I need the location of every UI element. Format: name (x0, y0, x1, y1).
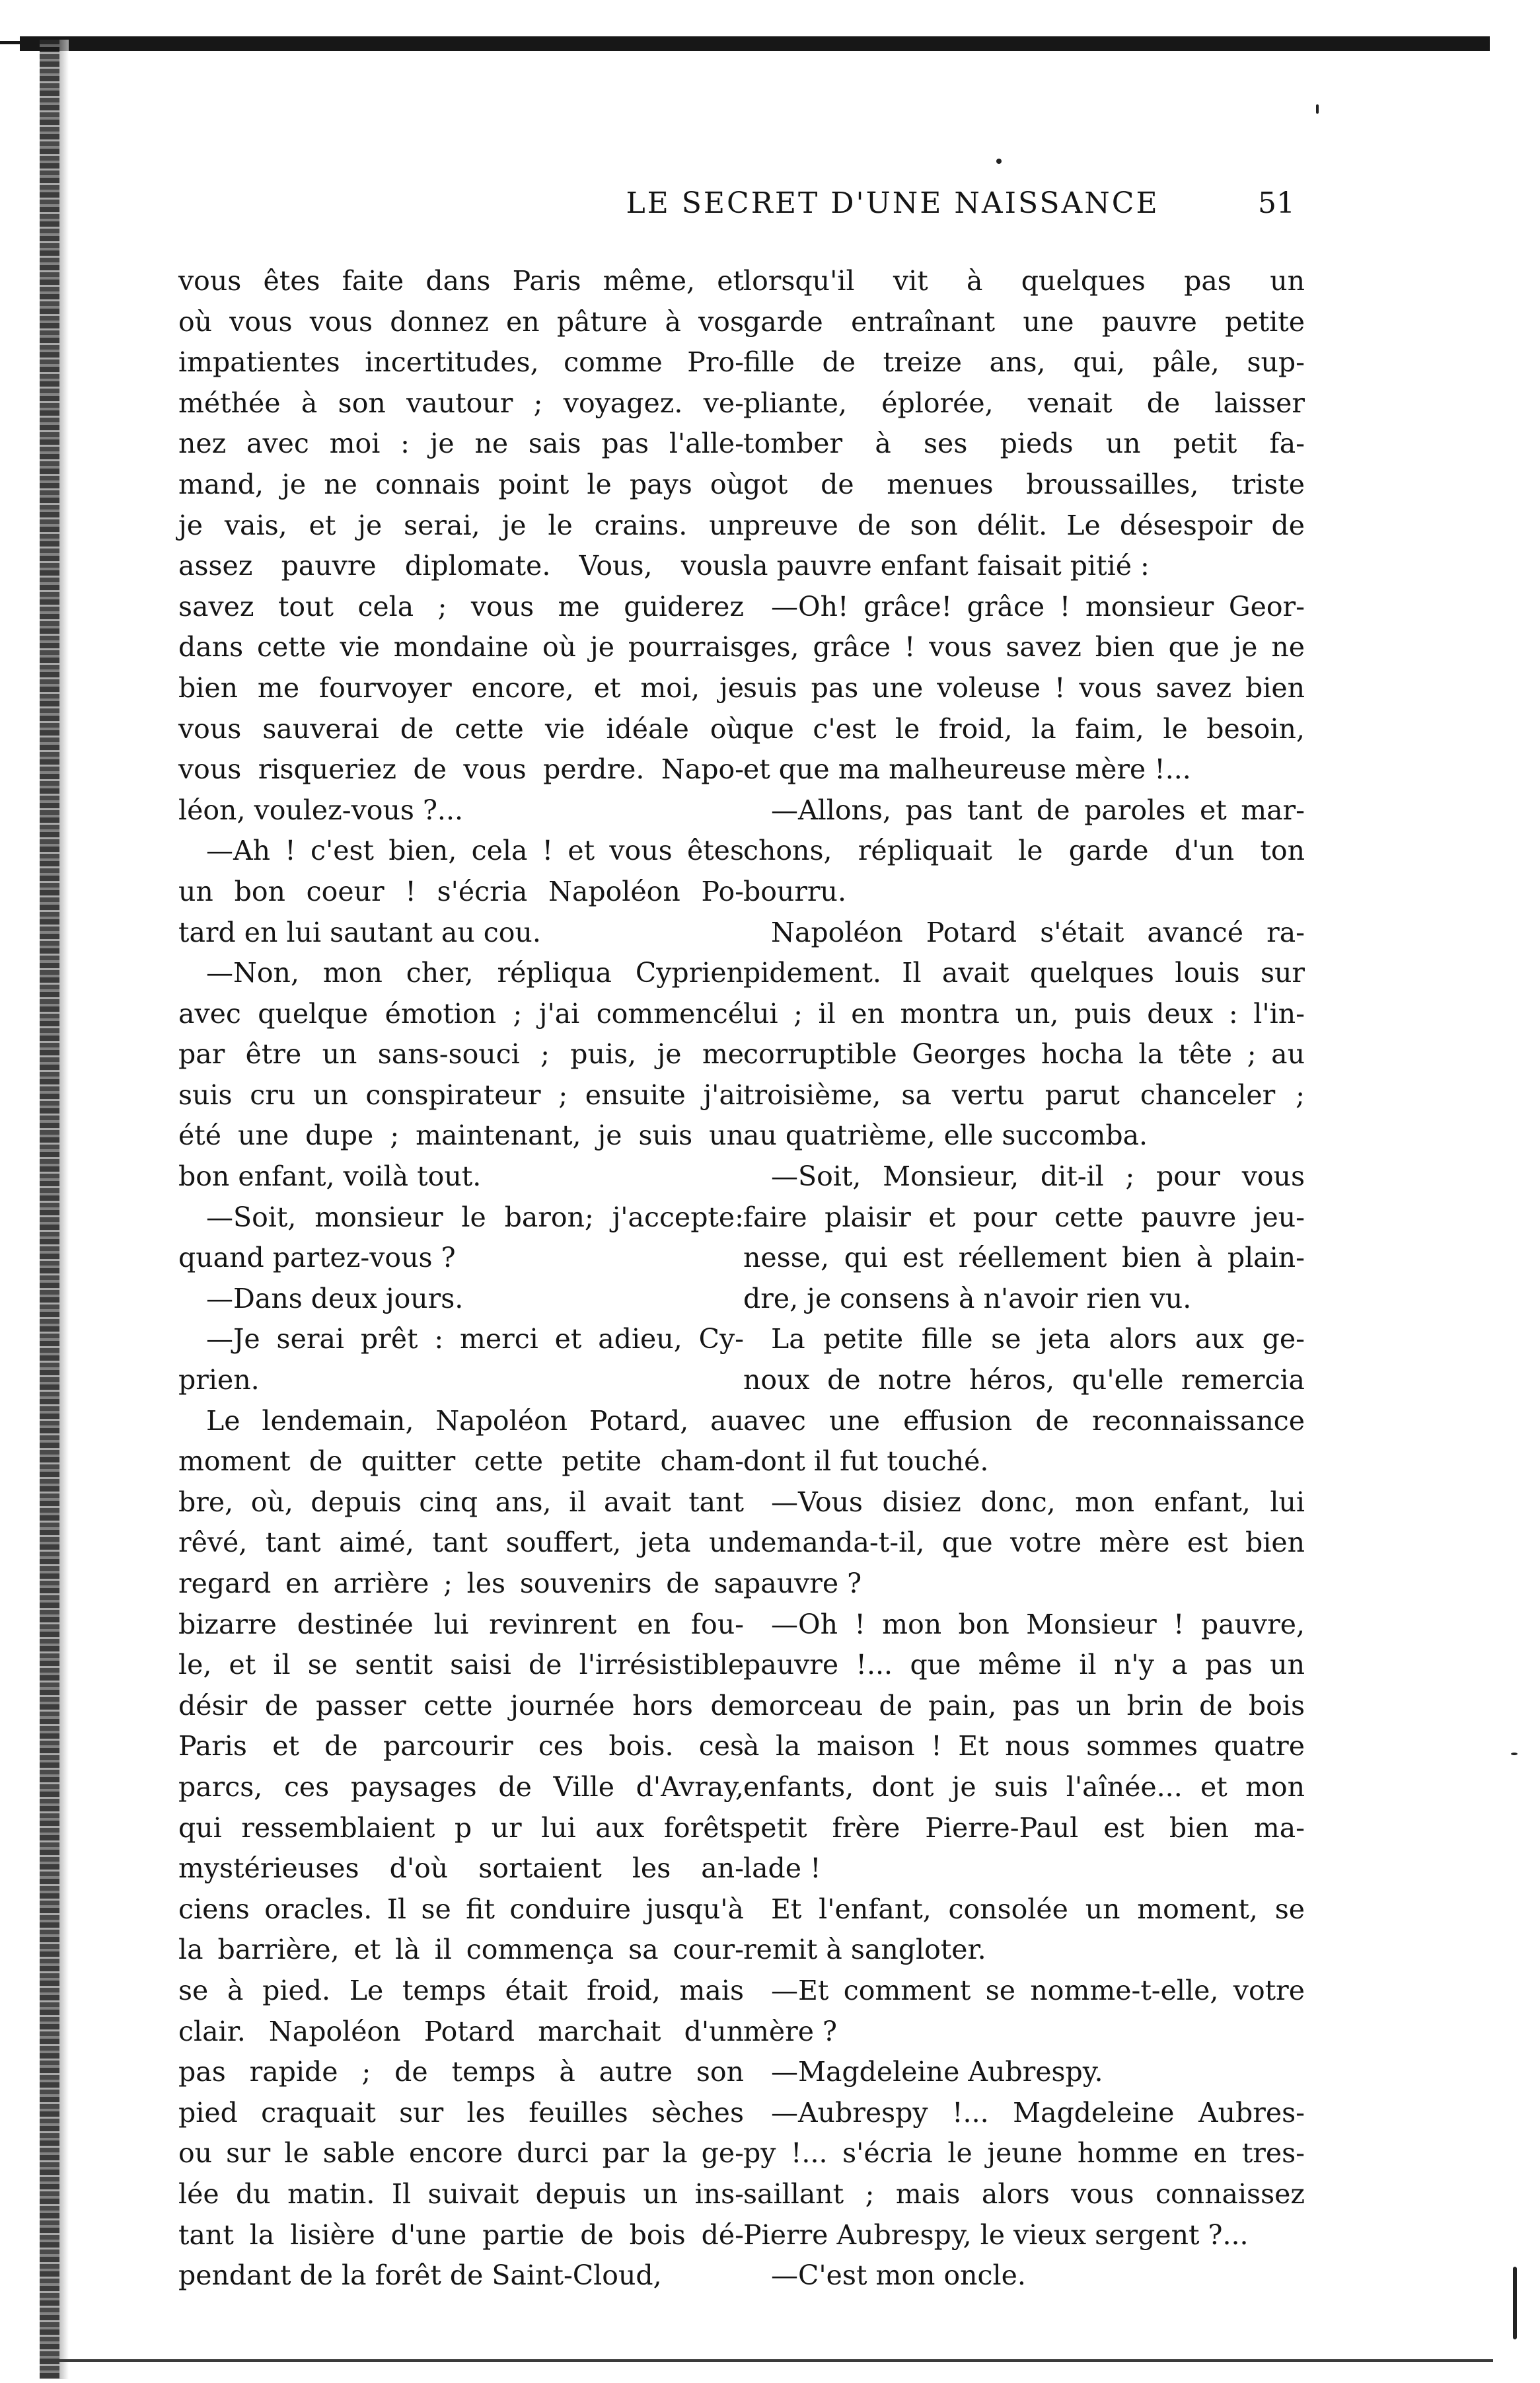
paragraph (178, 1279, 744, 1320)
text-line: dont il fut touché. (743, 1445, 989, 1478)
text-line: —Je serai prêt : merci et adieu, Cy- (206, 1323, 744, 1355)
text-line: Paris et de parcourir ces bois. ces (178, 1730, 744, 1762)
text-line: vous sauverai de cette vie idéale où (178, 712, 744, 745)
text-line: Le lendemain, Napoléon Potard, au (206, 1404, 744, 1437)
text-line: léon, voulez-vous ?... (178, 794, 464, 826)
text-line: pied craquait sur les feuilles sèches (178, 2096, 744, 2129)
text-line: —Magdeleine Aubrespy. (771, 2056, 1103, 2088)
text-line: vous êtes faite dans Paris même, et (178, 265, 744, 297)
text-line: Pierre Aubrespy, le vieux sergent ?... (743, 2218, 1249, 2251)
text-line: —Aubrespy !... Magdeleine Aubres- (771, 2096, 1305, 2129)
text-line: —Soit, Monsieur, dit-il ; pour vous (771, 1160, 1305, 1193)
text-line: quand partez-vous ? (178, 1242, 456, 1274)
ink-speck (1513, 2267, 1517, 2339)
text-line: lade ! (743, 1852, 821, 1885)
paragraph (743, 1319, 1305, 1482)
paragraph (743, 2093, 1305, 2255)
text-line: pauvre !... que même il n'y a pas un (743, 1649, 1305, 1681)
text-line: —Dans deux jours. (206, 1282, 464, 1314)
text-line: tant la lisière d'une partie de bois dé- (178, 2218, 744, 2251)
text-line: moment de quitter cette petite cham- (178, 1445, 744, 1478)
text-line: vous risqueriez de vous perdre. Napo- (178, 753, 744, 786)
text-line: la barrière, et là il commença sa cour- (178, 1934, 744, 1966)
text-line: nez avec moi : je ne sais pas l'alle- (178, 428, 744, 460)
text-line: impatientes incertitudes, comme Pro- (178, 346, 744, 379)
text-line: —Ah ! c'est bien, cela ! et vous êtes (206, 835, 744, 867)
text-line: bourru. (743, 875, 846, 907)
text-line: corruptible Georges hocha la tête ; au (743, 1038, 1305, 1071)
text-line: prien. (178, 1364, 260, 1396)
text-line: je vais, et je serai, je le crains. un (178, 509, 744, 541)
text-line: assez pauvre diplomate. Vous, vous (178, 550, 744, 582)
text-line: La petite fille se jeta alors aux ge- (771, 1323, 1305, 1355)
ink-speck (1511, 1753, 1518, 1755)
paragraph (178, 953, 744, 1197)
text-line: —Oh ! mon bon Monsieur ! pauvre, (771, 1608, 1305, 1640)
text-line: petit frère Pierre-Paul est bien ma- (743, 1811, 1305, 1844)
text-line: pidement. Il avait quelques louis sur (743, 957, 1305, 989)
text-line: mand, je ne connais point le pays où (178, 468, 744, 500)
text-line: se à pied. Le temps était froid, mais (178, 1974, 744, 2006)
text-line: savez tout cela ; vous me guiderez (178, 590, 744, 623)
text-line: un bon coeur ! s'écria Napoléon Po- (178, 875, 744, 907)
text-line: pauvre ? (743, 1568, 862, 1599)
text-line: mystérieuses d'où sortaient les an- (178, 1852, 744, 1885)
text-line: remit à sangloter. (743, 1934, 986, 1966)
text-line: rêvé, tant aimé, tant souffert, jeta un (178, 1527, 744, 1559)
text-line: au quatrième, elle succomba. (743, 1119, 1148, 1152)
ink-speck (1316, 104, 1319, 114)
text-line: ges, grâce ! vous savez bien que je ne (743, 631, 1305, 663)
text-line: que c'est le froid, la faim, le besoin, (743, 712, 1305, 745)
bottom-page-edge (40, 2359, 1493, 2362)
text-line: bizarre destinée lui revinrent en fou- (178, 1608, 744, 1640)
paragraph (178, 831, 744, 953)
paragraph (178, 1401, 744, 2296)
text-line: désir de passer cette journée hors de (178, 1689, 744, 1721)
text-line: nesse, qui est réellement bien à plain- (743, 1242, 1305, 1274)
text-line: et que ma malheureuse mère !... (743, 753, 1191, 786)
text-line: lui ; il en montra un, puis deux : l'in- (743, 997, 1305, 1030)
page-number: 51 (1258, 186, 1295, 220)
text-line: ou sur le sable encore durci par la ge- (178, 2137, 744, 2170)
text-line: fille de treize ans, qui, pâle, sup- (743, 346, 1305, 379)
text-line: lée du matin. Il suivait depuis un ins- (178, 2177, 744, 2210)
text-line: la pauvre enfant faisait pitié : (743, 550, 1150, 582)
right-text-column (743, 261, 1305, 2296)
text-line: saillant ; mais alors vous connaissez (743, 2177, 1305, 2210)
text-line: le, et il se sentit saisi de l'irrésistible (178, 1649, 744, 1681)
text-line: bon enfant, voilà tout. (178, 1160, 482, 1193)
text-line: été une dupe ; maintenant, je suis un (178, 1119, 744, 1152)
text-line: par être un sans-souci ; puis, je me (178, 1038, 744, 1071)
paragraph (743, 1156, 1305, 1319)
text-line: tard en lui sautant au cou. (178, 916, 541, 948)
text-line: —Soit, monsieur le baron; j'accepte: (206, 1201, 744, 1233)
paragraph (743, 261, 1305, 587)
paragraph (743, 1889, 1305, 1971)
running-head-title: LE SECRET D'UNE NAISSANCE (626, 186, 1159, 220)
paragraph (743, 587, 1305, 790)
text-line: morceau de pain, pas un brin de bois (743, 1689, 1305, 1721)
text-line: suis pas une voleuse ! vous savez bien (743, 671, 1305, 704)
text-line: faire plaisir et pour cette pauvre jeu- (743, 1201, 1305, 1233)
text-line: preuve de son délit. Le désespoir de (743, 509, 1305, 541)
text-line: bre, où, depuis cinq ans, il avait tant (178, 1486, 744, 1518)
top-border-rule (20, 36, 1490, 51)
text-line: méthée à son vautour ; voyagez. ve- (178, 387, 744, 419)
text-line: —Non, mon cher, répliqua Cyprien (206, 957, 744, 989)
text-line: demanda-t-il, que votre mère est bien (743, 1527, 1305, 1559)
text-line: py !... s'écria le jeune homme en tres- (743, 2137, 1305, 2170)
paragraph (743, 2255, 1305, 2296)
text-line: got de menues broussailles, triste (743, 468, 1305, 500)
text-line: —Oh! grâce! grâce ! monsieur Geor- (771, 590, 1305, 623)
text-line: enfants, dont je suis l'aînée... et mon (743, 1770, 1305, 1803)
text-line: Napoléon Potard s'était avancé ra- (771, 916, 1305, 948)
paragraph (743, 1605, 1305, 1889)
top-border-rule-tail (0, 41, 26, 44)
text-line: garde entraînant une pauvre petite (743, 305, 1305, 338)
text-line: mère ? (743, 2015, 838, 2047)
text-line: —Vous disiez donc, mon enfant, lui (771, 1486, 1305, 1518)
text-line: avec quelque émotion ; j'ai commencé (178, 997, 744, 1030)
ink-speck (996, 159, 1002, 164)
paragraph (743, 1482, 1305, 1605)
text-line: clair. Napoléon Potard marchait d'un (178, 2015, 744, 2047)
text-line: chons, répliquait le garde d'un ton (743, 835, 1305, 867)
text-line: —Et comment se nomme-t-elle, votre (771, 1974, 1305, 2006)
text-line: pliante, éplorée, venait de laisser (743, 387, 1305, 419)
text-line: parcs, ces paysages de Ville d'Avray, (178, 1770, 744, 1803)
paragraph (178, 261, 744, 831)
text-line: noux de notre héros, qu'elle remercia (743, 1364, 1305, 1396)
text-line: regard en arrière ; les souvenirs de sa (178, 1568, 744, 1599)
text-line: pendant de la forêt de Saint-Cloud, (178, 2259, 662, 2292)
text-line: troisième, sa vertu parut chanceler ; (743, 1078, 1305, 1111)
text-line: suis cru un conspirateur ; ensuite j'ai (178, 1078, 744, 1111)
text-line: —Allons, pas tant de paroles et mar- (771, 794, 1305, 826)
text-line: avec une effusion de reconnaissance (743, 1404, 1305, 1437)
paragraph (743, 1971, 1305, 2052)
text-line: Et l'enfant, consolée un moment, se (771, 1893, 1305, 1925)
text-line: où vous vous donnez en pâture à vos (178, 305, 744, 338)
text-line: lorsqu'il vit à quelques pas un (743, 265, 1305, 297)
paragraph (178, 1319, 744, 1400)
text-line: bien me fourvoyer encore, et moi, je (178, 671, 744, 704)
text-line: dre, je consens à n'avoir rien vu. (743, 1282, 1192, 1314)
text-line: ciens oracles. Il se fit conduire jusqu'à (178, 1893, 744, 1925)
paragraph (178, 1197, 744, 1279)
text-line: —C'est mon oncle. (771, 2259, 1026, 2292)
page-binding-edge (40, 40, 59, 2379)
text-line: dans cette vie mondaine où je pourrais (178, 631, 744, 663)
text-line: tomber à ses pieds un petit fa- (743, 428, 1305, 460)
paragraph (743, 2052, 1305, 2093)
text-line: à la maison ! Et nous sommes quatre (743, 1730, 1305, 1762)
left-text-column (178, 261, 744, 2296)
paragraph (743, 913, 1305, 1157)
text-line: qui ressemblaient p ur lui aux forêts (178, 1811, 744, 1844)
paragraph (743, 790, 1305, 913)
text-line: pas rapide ; de temps à autre son (178, 2056, 744, 2088)
page-binding-shadow (59, 40, 69, 2379)
